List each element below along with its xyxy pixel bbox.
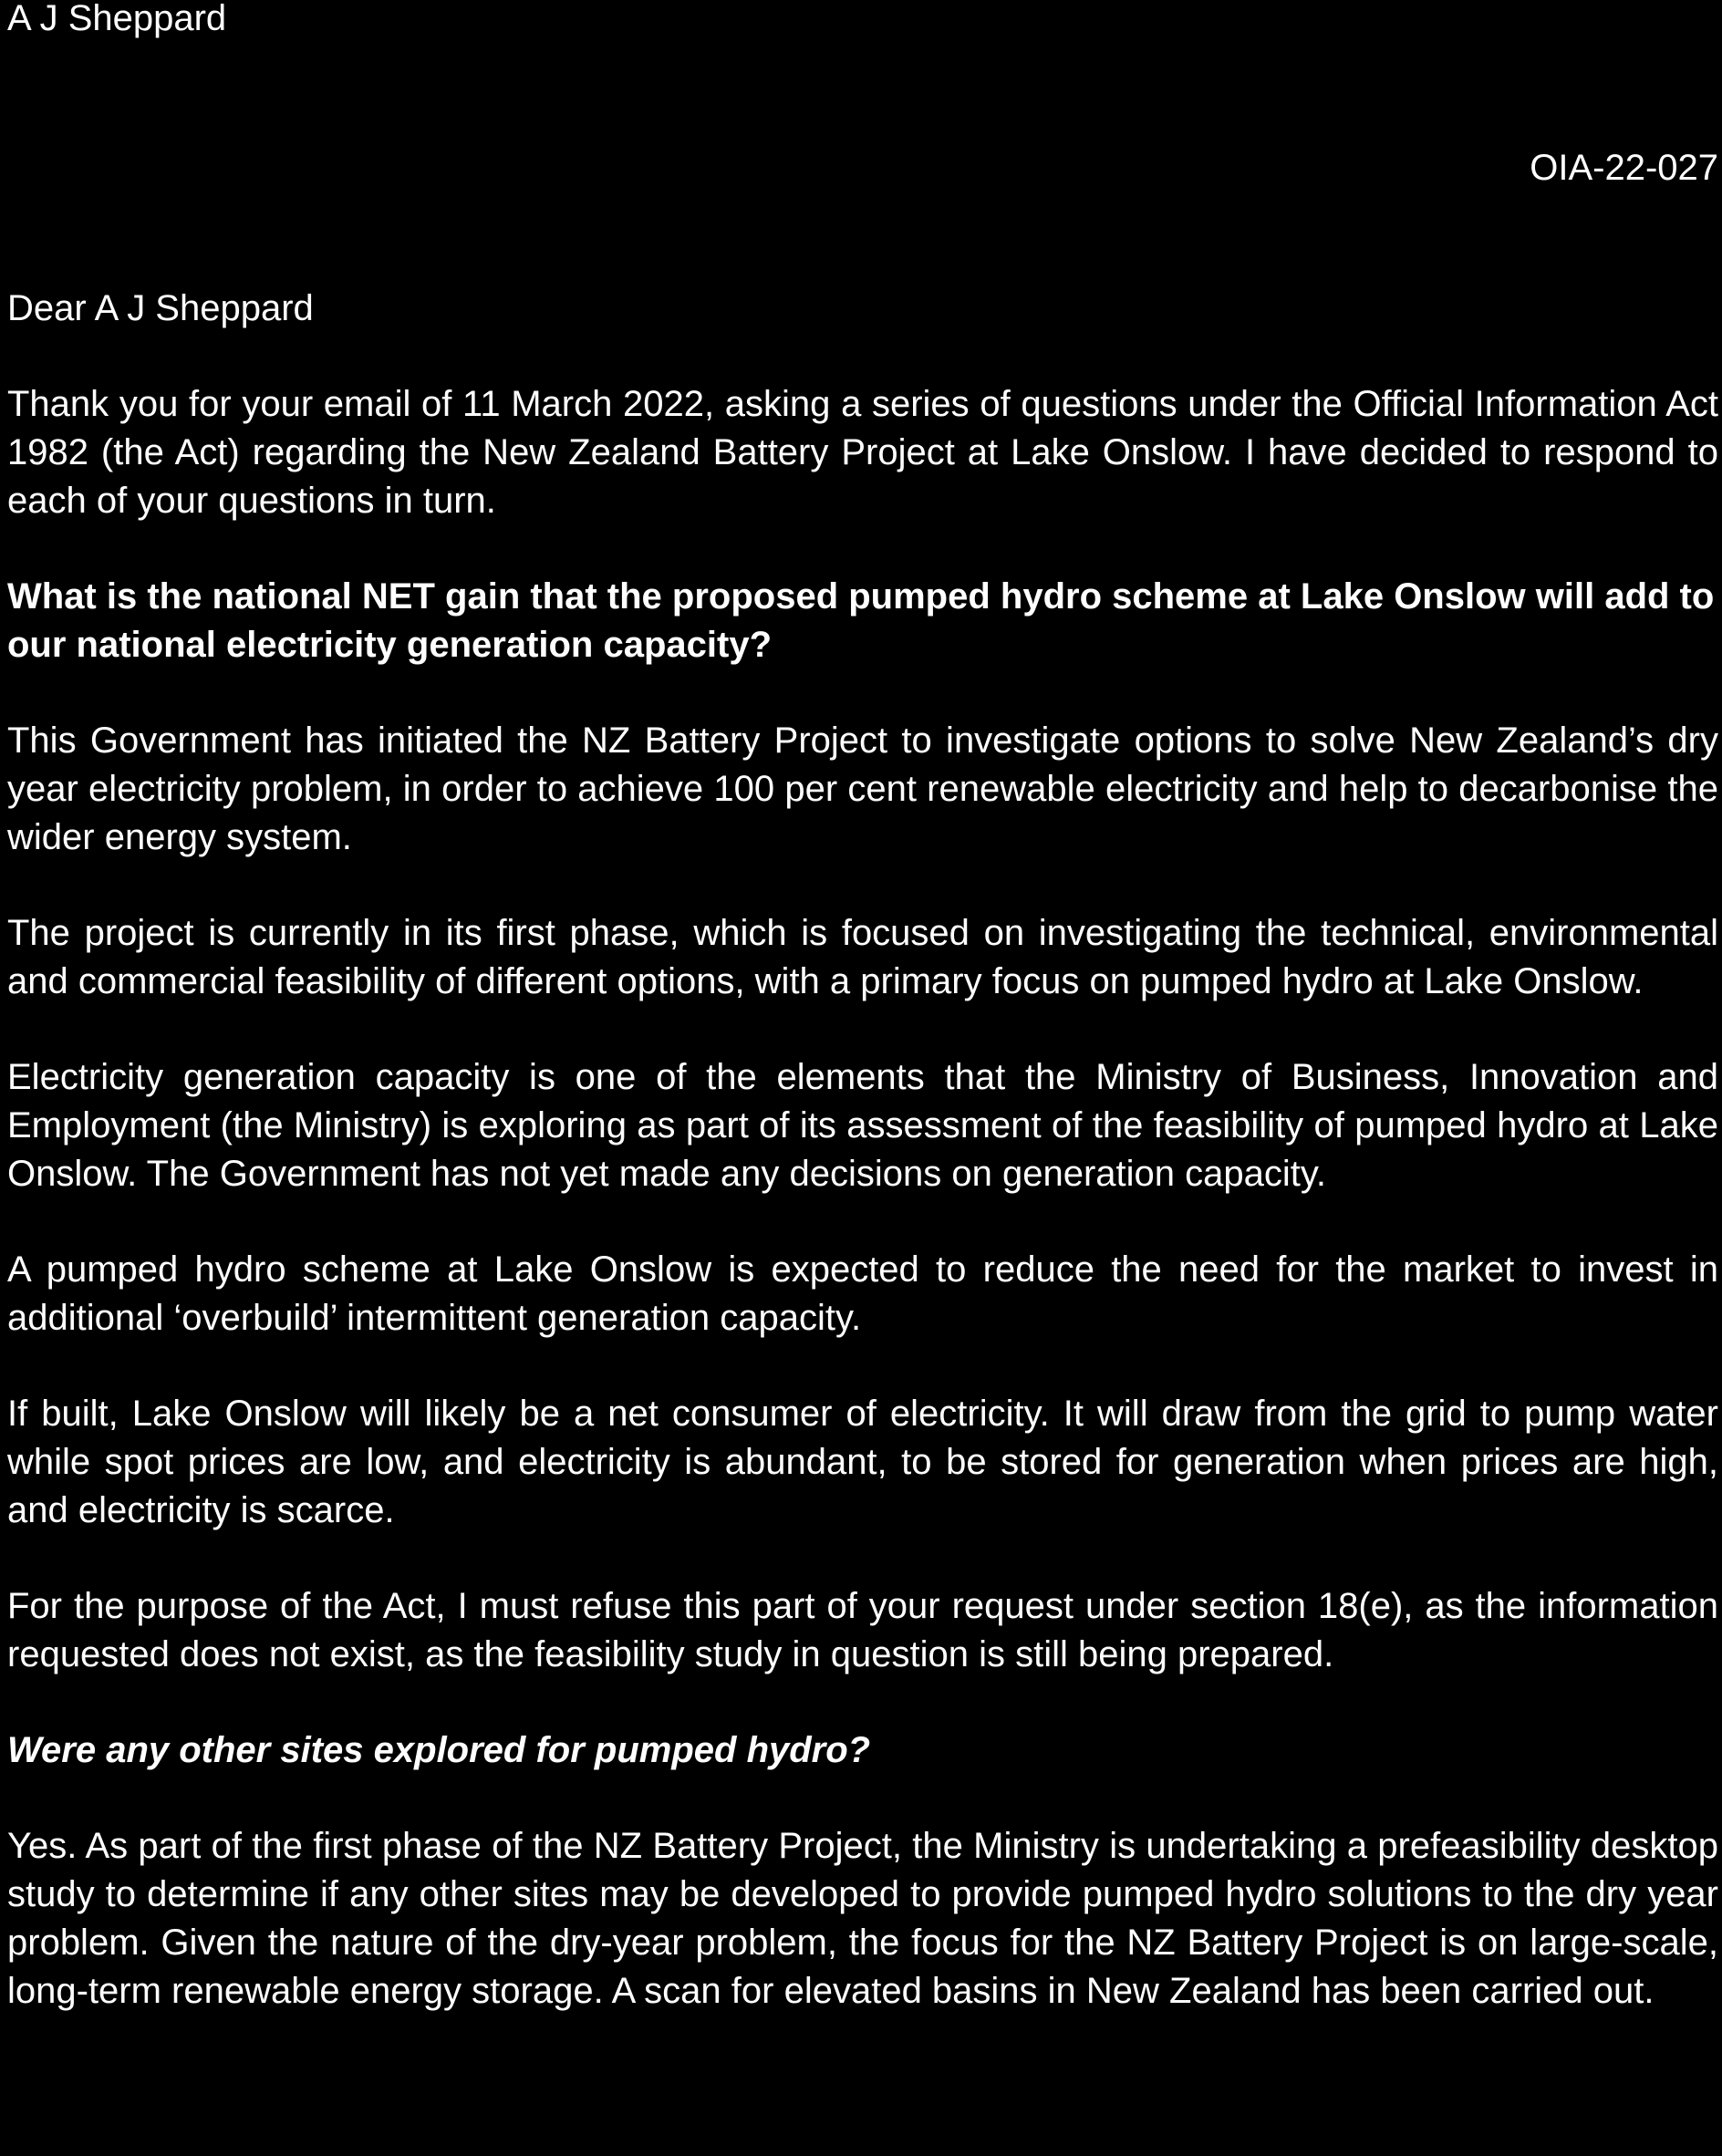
letter-body	[7, 285, 1718, 2063]
letter-page	[7, 0, 1718, 2156]
question-heading-2: Were any other sites explored for pumped hydro?	[7, 1730, 871, 1770]
salutation: Dear A J Sheppard	[7, 288, 314, 328]
answer-paragraph: For the purpose of the Act, I must refuse this part of your request under section 18(e), as the information requested does not exist, as the feasibility study in question is still being prepared.	[7, 1586, 1718, 1674]
answer-paragraph: Electricity generation capacity is one of the elements that the Ministry of Business, Innovation and Employment (the Ministry) is exploring as part of its assessment of the feasibility of pumped hydro at Lake Onslow. The Government has not yet made any decisions on generation capacity.	[7, 1057, 1718, 1194]
answer-paragraph: Yes. As part of the first phase of the NZ Battery Project, the Ministry is undertaking a prefeasibility desktop study to determine if any other sites may be developed to provide pumped hydro solutions to the dry year problem. Given the nature of the dry-year problem, the focus for the NZ Battery Project is on large-scale, long-term renewable energy storage. A scan for elevated basins in New Zealand has been carried out.	[7, 1826, 1718, 2011]
reference-number: OIA-22-027	[1530, 148, 1718, 188]
question-heading-1: What is the national NET gain that the proposed pumped hydro scheme at Lake Onslow will add to our national electricity generation capacity?	[7, 576, 1715, 665]
answer-paragraph: If built, Lake Onslow will likely be a net consumer of electricity. It will draw from the grid to pump water while spot prices are low, and electricity is abundant, to be stored for generation when prices are high, and electricity is scarce.	[7, 1394, 1718, 1530]
intro-paragraph: Thank you for your email of 11 March 2022, asking a series of questions under the Official Information Act 1982 (the Act) regarding the New Zealand Battery Project at Lake Onslow. I have decided to respond to each of your questions in turn.	[7, 384, 1718, 521]
answer-paragraph: The project is currently in its first phase, which is focused on investigating the technical, environmental and commercial feasibility of different options, with a primary focus on pumped hydro at Lake Onslow.	[7, 913, 1718, 1001]
answer-paragraph: A pumped hydro scheme at Lake Onslow is expected to reduce the need for the market to invest in additional ‘overbuild’ intermittent generation capacity.	[7, 1249, 1718, 1338]
addressee-name: A J Sheppard	[7, 0, 227, 38]
answer-paragraph: This Government has initiated the NZ Battery Project to investigate options to solve New Zealand’s dry year electricity problem, in order to achieve 100 per cent renewable electricity and help to decarbonise the wider energy system.	[7, 720, 1718, 857]
